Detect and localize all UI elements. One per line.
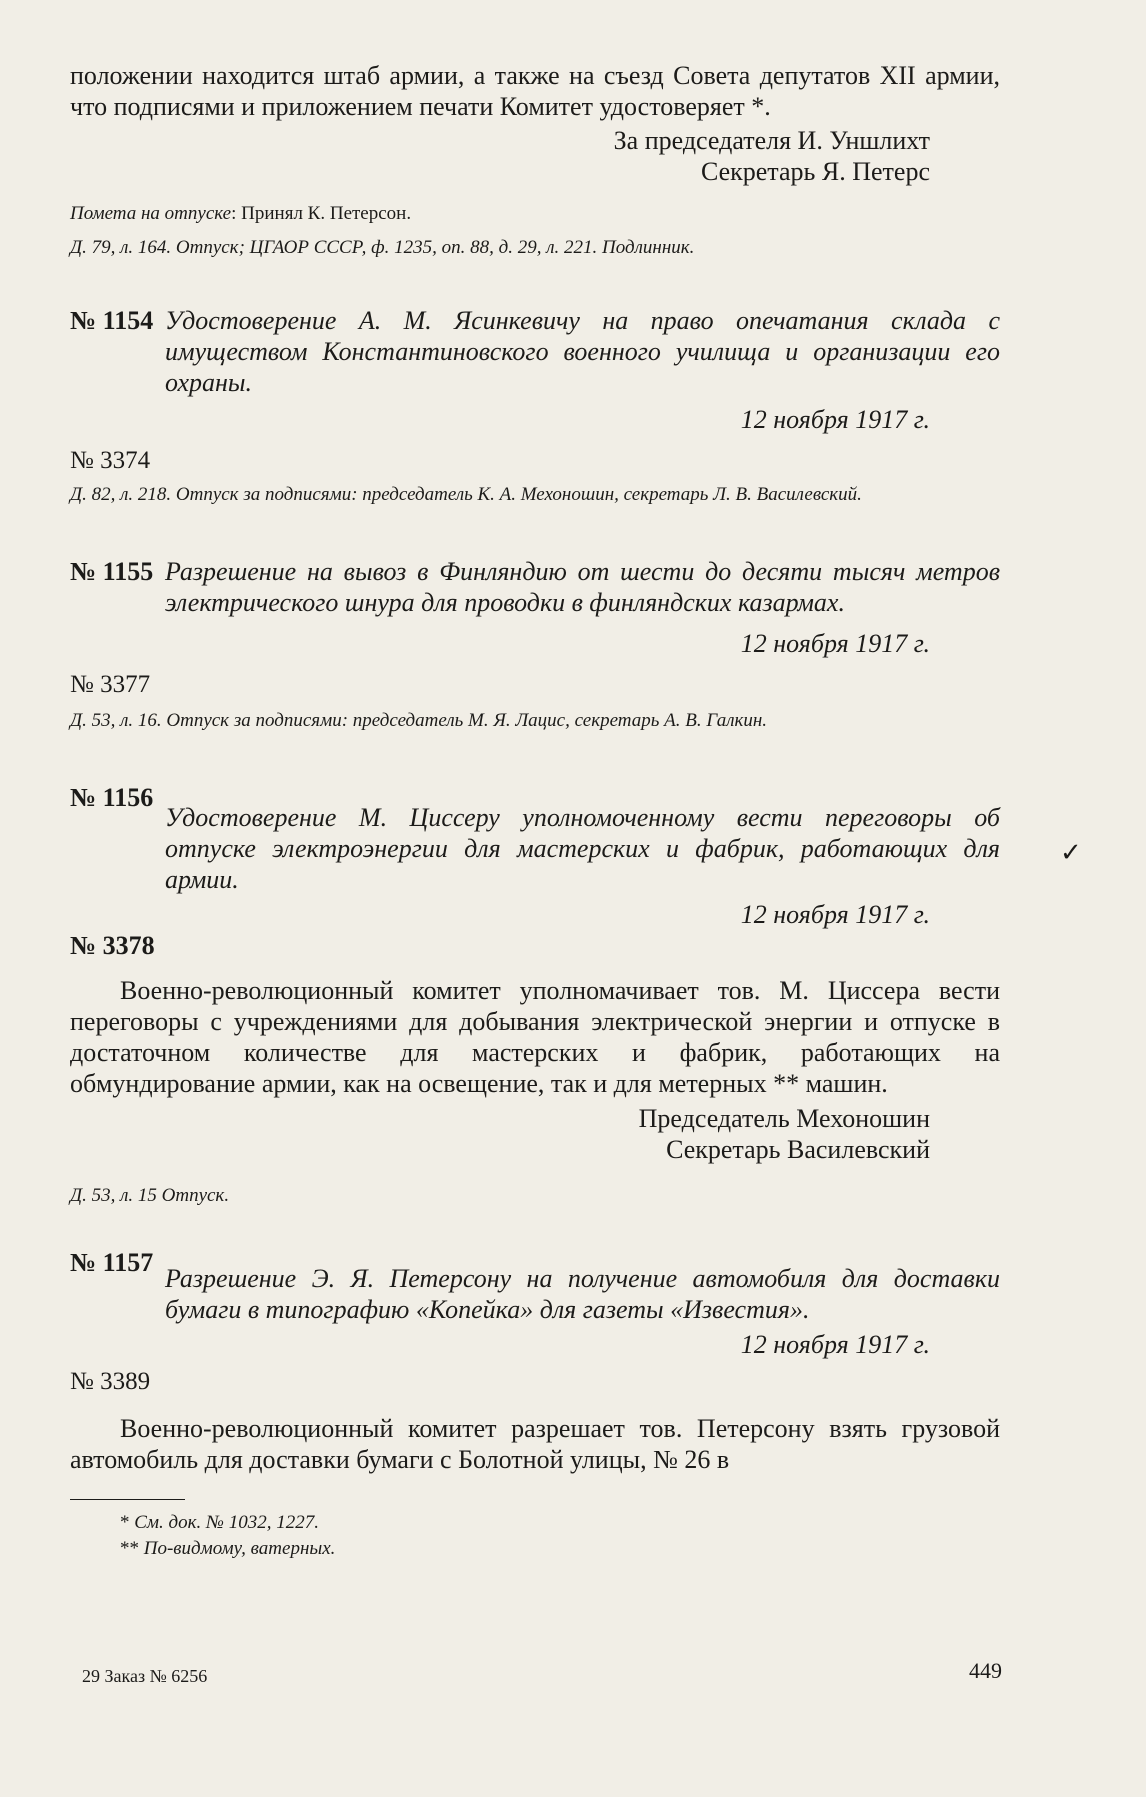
intro-note — [70, 201, 1000, 227]
intro-signature-secretary: Секретарь Я. Петерс — [700, 157, 930, 186]
page-footer — [82, 1658, 1002, 1687]
doc-1154-reg-number: № 3374 — [70, 447, 151, 474]
intro-note-value: : Принял К. Петерсон. — [231, 203, 412, 224]
doc-1154-number: № 1154 — [70, 306, 154, 335]
page-number: 449 — [969, 1658, 1002, 1683]
doc-1156-title: Удостоверение М. Циссеру уполномоченному вести переговоры об отпуске электроэнергии для мастерских и фабрик, работающих для армии. — [165, 803, 1000, 894]
doc-1157-body: Военно-революционный комитет разрешает тов. Петерсону взять грузовой автомобиль для доставки бумаги с Болотной улицы, № 26 в — [70, 1414, 1000, 1474]
doc-1155-source: Д. 53, л. 16. Отпуск за подписями: председатель М. Я. Лацис, секретарь А. В. Галкин. — [70, 710, 768, 731]
doc-1155-reg-number: № 3377 — [70, 671, 151, 698]
doc-1155-title: Разрешение на вывоз в Финляндию от шести до десяти тысяч метров электрического шнура для проводки в финляндских казармах. — [165, 557, 1000, 617]
doc-1156-source: Д. 53, л. 15 Отпуск. — [70, 1185, 230, 1206]
intro-signature-chair: За председателя И. Уншлихт — [613, 126, 930, 155]
doc-1156-signature-secretary: Секретарь Василевский — [666, 1135, 930, 1164]
doc-1157-title: Разрешение Э. Я. Петерсону на получение автомобиля для доставки бумаги в типографию «Копейка» для газеты «Известия». — [165, 1264, 1000, 1324]
doc-1157-date: 12 ноября 1917 г. — [740, 1330, 930, 1359]
doc-1156-header — [70, 782, 1000, 895]
doc-1155-header — [70, 556, 1000, 618]
doc-1156-reg-number: № 3378 — [70, 931, 155, 960]
doc-1156-body: Военно-революционный комитет уполномачивает тов. М. Циссера вести переговоры с учреждениями для добывания электрической энергии и отпуске в достаточном количестве для мастерских и фабрик, работающих на обмундирование армии, как на освещение, так и для метерных ** машин. — [70, 976, 1000, 1098]
footnote-2-mark: ** — [120, 1538, 144, 1559]
doc-1157-header — [70, 1247, 1000, 1325]
intro-text: положении находится штаб армии, а также на съезд Совета депутатов XII армии, что подписями и приложением печати Комитет удостоверяет *. — [70, 61, 1000, 121]
footnote-1-text: См. док. № 1032, 1227. — [134, 1512, 319, 1533]
doc-1156-signature-chair: Председатель Мехоношин — [638, 1104, 930, 1133]
doc-1156-date: 12 ноября 1917 г. — [740, 900, 930, 929]
page-content — [70, 40, 1000, 1562]
margin-check-mark: ✓ — [1060, 838, 1082, 867]
doc-1155-date: 12 ноября 1917 г. — [740, 629, 930, 658]
intro-note-label: Помета на отпуске — [70, 203, 232, 224]
doc-1154-source: Д. 82, л. 218. Отпуск за подписями: председатель К. А. Мехоношин, секретарь Л. В. Василевский. — [70, 484, 862, 505]
doc-1156-number: № 1156 — [70, 783, 154, 812]
footer-order-info: 29 Заказ № 6256 — [82, 1666, 208, 1686]
footnote-2 — [120, 1536, 1000, 1562]
doc-1157-number: № 1157 — [70, 1248, 154, 1277]
doc-1154-date: 12 ноября 1917 г. — [740, 405, 930, 434]
footnote-1 — [120, 1510, 1000, 1536]
doc-1155-number: № 1155 — [70, 557, 154, 586]
doc-1157-reg-number: № 3389 — [70, 1368, 151, 1395]
doc-1154-title: Удостоверение А. М. Ясинкевичу на право опечатания склада с имуществом Константиновского военного училища и организации его охраны. — [165, 306, 1000, 397]
footnote-rule — [70, 1499, 185, 1500]
intro-source: Д. 79, л. 164. Отпуск; ЦГАОР СССР, ф. 1235, оп. 88, д. 29, л. 221. Подлинник. — [70, 237, 695, 258]
footnote-1-mark: * — [120, 1512, 135, 1533]
doc-1154-header — [70, 305, 1000, 398]
footnote-2-text: По-видмому, ватерных. — [143, 1538, 336, 1559]
